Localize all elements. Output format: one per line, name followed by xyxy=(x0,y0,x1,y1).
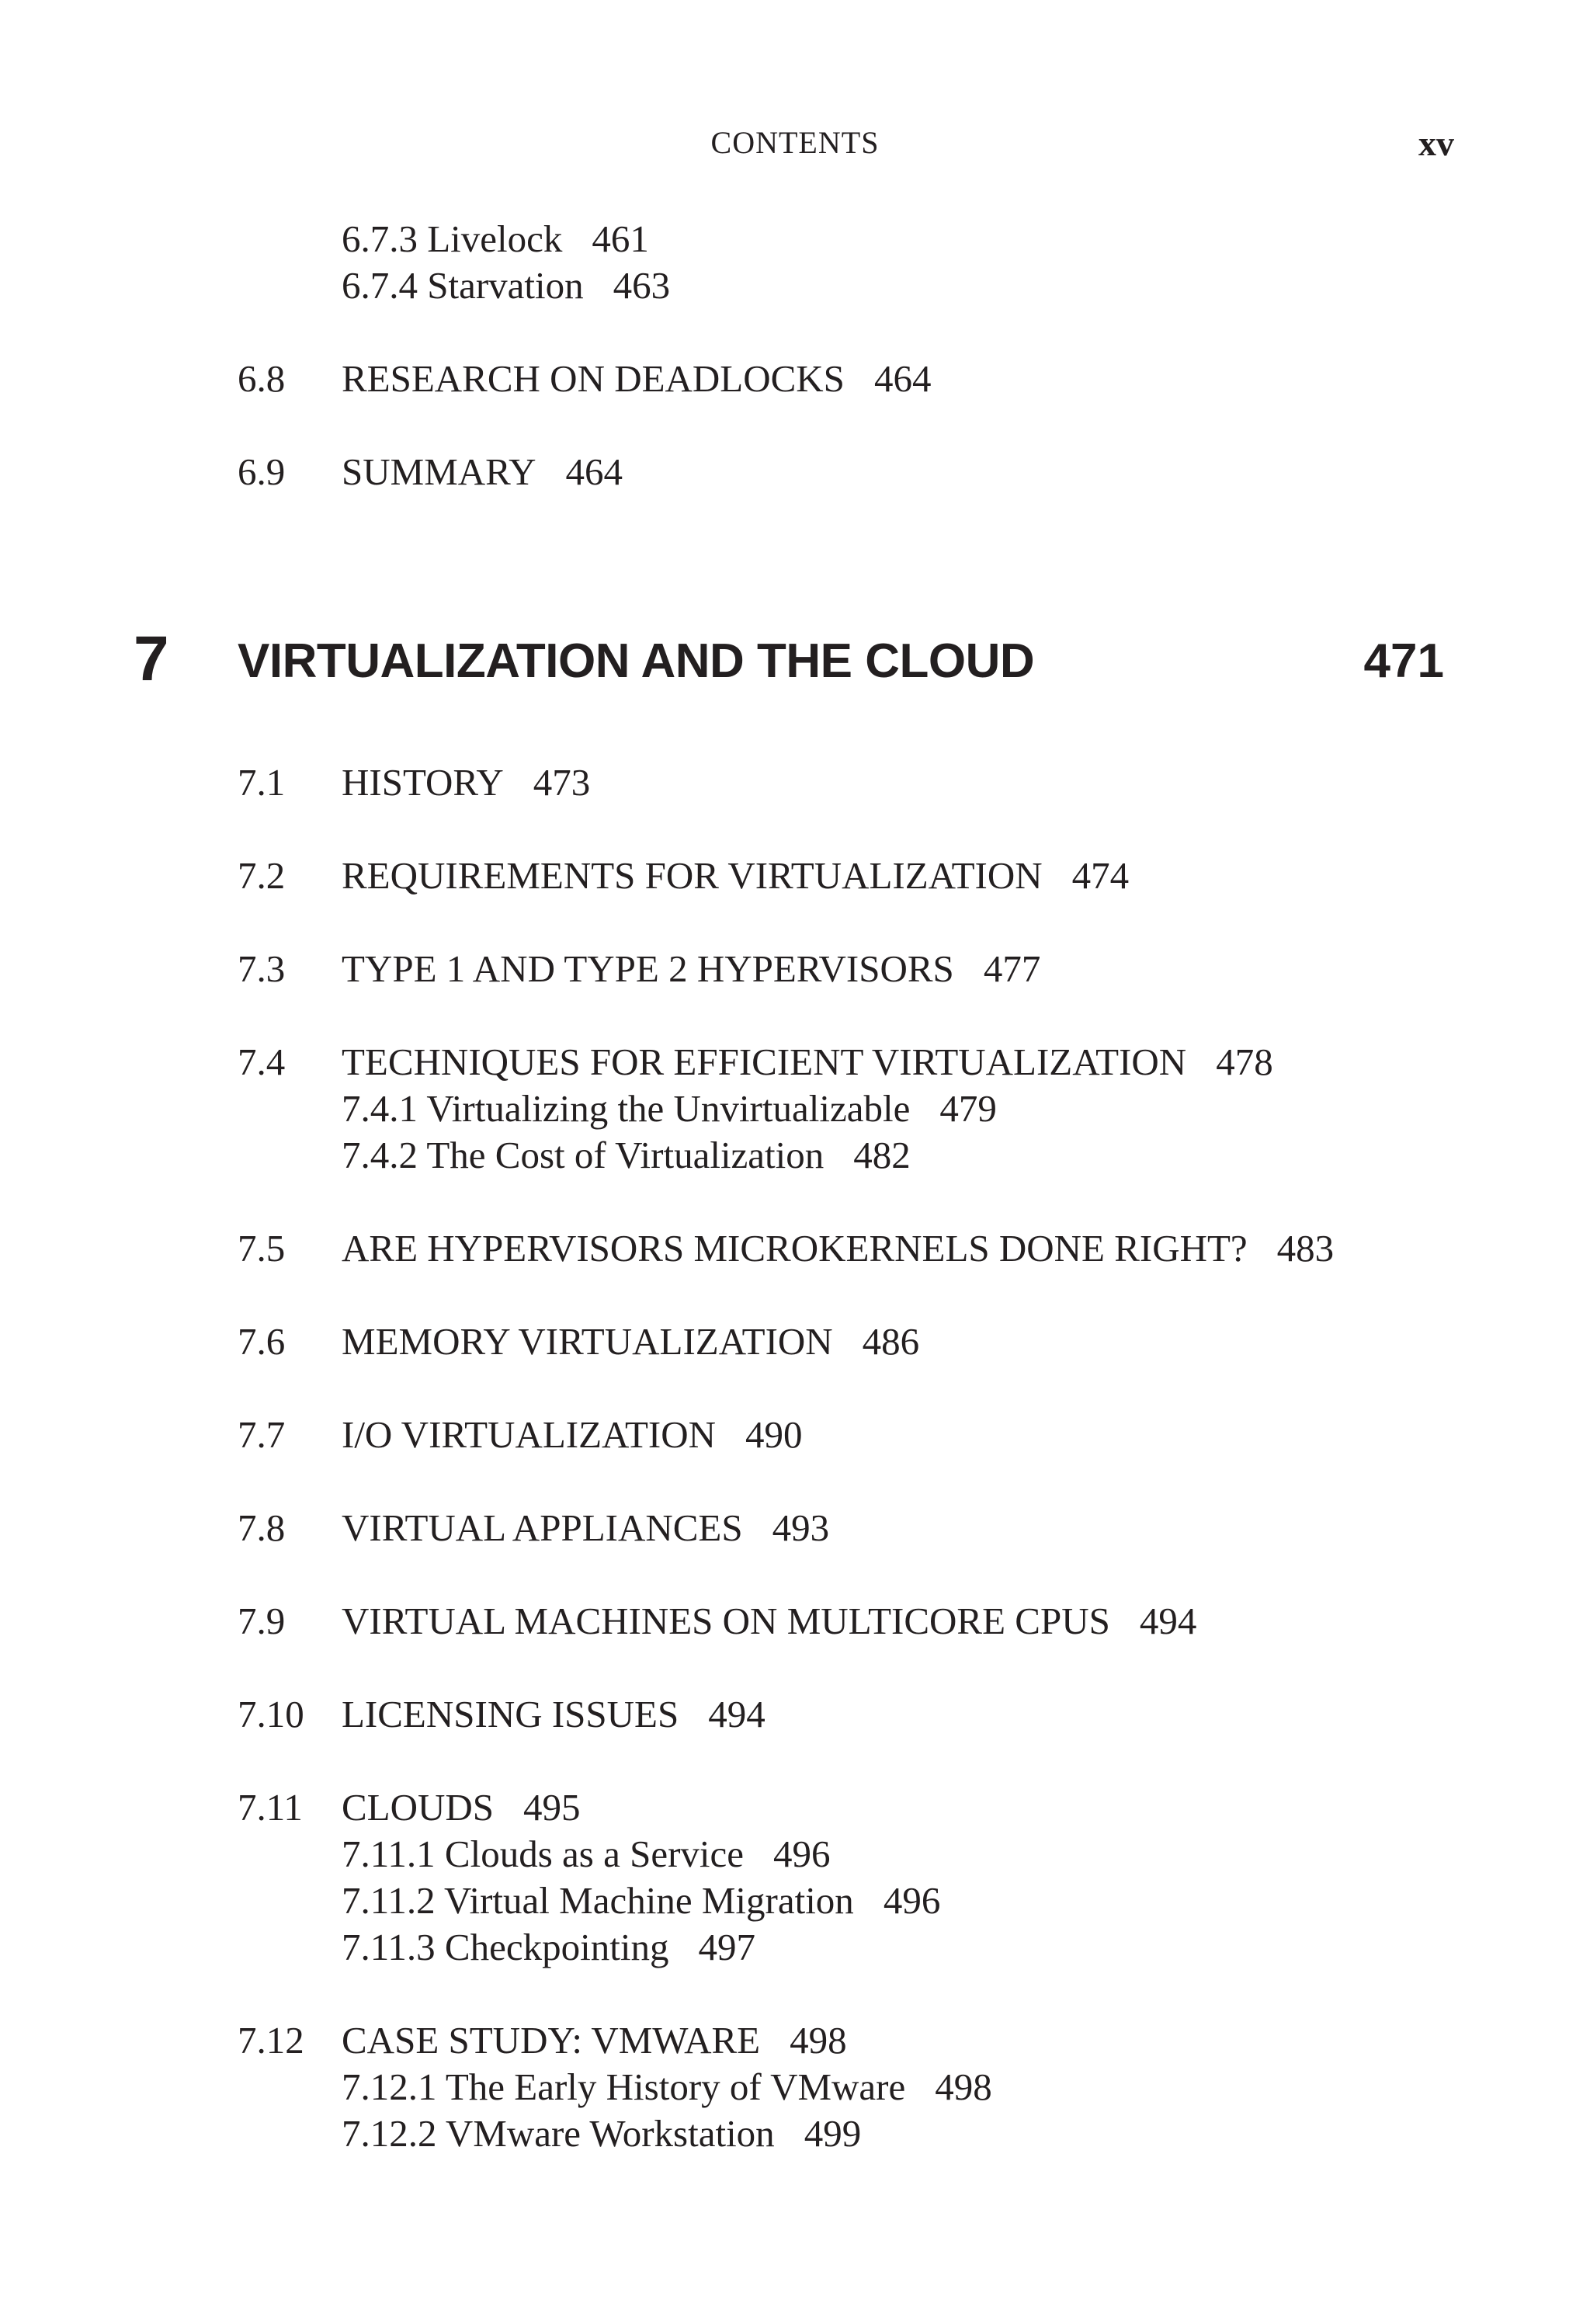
section-page: 474 xyxy=(1071,854,1130,897)
section-title: MEMORY VIRTUALIZATION xyxy=(342,1320,833,1363)
running-head xyxy=(0,124,1590,168)
section-title-line xyxy=(342,2064,992,2110)
section-page: 483 xyxy=(1276,1227,1335,1270)
section-page: 486 xyxy=(862,1320,920,1363)
section-title: ARE HYPERVISORS MICROKERNELS DONE RIGHT? xyxy=(342,1227,1248,1270)
section-title: 7.11.3 Checkpointing xyxy=(342,1926,669,1968)
section-title-line xyxy=(342,2017,847,2064)
section-number: 7.1 xyxy=(238,761,286,804)
section-title: TECHNIQUES FOR EFFICIENT VIRTUALIZATION xyxy=(342,1040,1187,1083)
section-title-line xyxy=(342,1691,765,1738)
section-title-line xyxy=(342,216,649,262)
section-title-line xyxy=(342,946,1040,992)
section-title-line xyxy=(342,262,670,309)
chapter-page: 471 xyxy=(1363,634,1444,688)
section-page: 499 xyxy=(804,2112,862,2155)
section-number: 6.9 xyxy=(238,450,286,493)
section-page: 464 xyxy=(565,450,623,493)
section-page: 494 xyxy=(708,1693,765,1735)
section-title: RESEARCH ON DEADLOCKS xyxy=(342,357,845,400)
section-page: 464 xyxy=(873,357,932,400)
section-page: 477 xyxy=(983,947,1041,990)
section-page: 496 xyxy=(773,1832,831,1875)
section-title-line xyxy=(342,1831,831,1878)
section-page: 497 xyxy=(698,1926,755,1968)
section-number: 6.8 xyxy=(238,357,286,400)
section-title: VIRTUAL MACHINES ON MULTICORE CPUS xyxy=(342,1600,1110,1642)
section-number: 7.12 xyxy=(238,2019,304,2062)
section-page: 461 xyxy=(592,217,649,260)
section-title: LICENSING ISSUES xyxy=(342,1693,679,1735)
section-title-line xyxy=(342,1412,803,1458)
section-title: 7.11.2 Virtual Machine Migration xyxy=(342,1879,854,1922)
section-title-line xyxy=(342,1132,911,1179)
section-title: CLOUDS xyxy=(342,1786,495,1829)
section-page: 482 xyxy=(853,1134,911,1176)
section-title-line xyxy=(342,1039,1273,1086)
section-title-line xyxy=(342,449,623,495)
section-title: SUMMARY xyxy=(342,450,536,493)
section-title-line xyxy=(342,1505,829,1551)
section-title-line xyxy=(342,759,590,806)
section-title: I/O VIRTUALIZATION xyxy=(342,1413,716,1456)
section-title: VIRTUAL APPLIANCES xyxy=(342,1506,743,1549)
section-number: 7.7 xyxy=(238,1413,286,1456)
section-page: 463 xyxy=(613,264,671,307)
running-title: CONTENTS xyxy=(710,125,880,160)
section-title: 6.7.4 Starvation xyxy=(342,264,584,307)
section-title: REQUIREMENTS FOR VIRTUALIZATION xyxy=(342,854,1043,897)
chapter-number: 7 xyxy=(134,624,169,694)
section-title: 7.4.1 Virtualizing the Unvirtualizable xyxy=(342,1087,911,1130)
section-page: 478 xyxy=(1216,1040,1273,1083)
section-number: 7.6 xyxy=(238,1320,286,1363)
section-number: 7.10 xyxy=(238,1693,304,1735)
chapter-heading xyxy=(0,624,1590,694)
section-page: 473 xyxy=(533,761,591,804)
section-title-line xyxy=(342,1086,997,1132)
section-title: 7.12.1 The Early History of VMware xyxy=(342,2065,906,2108)
section-title-line xyxy=(342,1924,755,1971)
section-title: HISTORY xyxy=(342,761,504,804)
section-number: 7.9 xyxy=(238,1600,286,1642)
section-number: 7.3 xyxy=(238,947,286,990)
section-title-line xyxy=(342,2110,861,2157)
section-number: 7.5 xyxy=(238,1227,286,1270)
section-number: 7.4 xyxy=(238,1040,286,1083)
section-title-line xyxy=(342,1318,919,1365)
section-page: 498 xyxy=(790,2019,847,2062)
section-title: 7.12.2 VMware Workstation xyxy=(342,2112,775,2155)
section-page: 479 xyxy=(939,1087,997,1130)
section-title: 7.4.2 The Cost of Virtualization xyxy=(342,1134,825,1176)
section-title: TYPE 1 AND TYPE 2 HYPERVISORS xyxy=(342,947,954,990)
section-title-line xyxy=(342,1878,940,1924)
section-title-line xyxy=(342,1784,581,1831)
section-number: 7.8 xyxy=(238,1506,286,1549)
section-title-line xyxy=(342,1225,1334,1272)
section-title-line xyxy=(342,356,931,402)
section-title: 6.7.3 Livelock xyxy=(342,217,563,260)
section-title-line xyxy=(342,853,1129,899)
section-number: 7.2 xyxy=(238,854,286,897)
section-title: CASE STUDY: VMWARE xyxy=(342,2019,761,2062)
section-number: 7.11 xyxy=(238,1786,303,1829)
page-number: xv xyxy=(1418,123,1454,163)
section-title-line xyxy=(342,1598,1196,1645)
section-page: 496 xyxy=(883,1879,941,1922)
section-page: 490 xyxy=(745,1413,803,1456)
section-page: 494 xyxy=(1139,1600,1197,1642)
section-title: 7.11.1 Clouds as a Service xyxy=(342,1832,745,1875)
section-page: 493 xyxy=(772,1506,830,1549)
section-page: 498 xyxy=(935,2065,992,2108)
section-page: 495 xyxy=(523,1786,581,1829)
chapter-title: VIRTUALIZATION AND THE CLOUD xyxy=(238,634,1035,688)
